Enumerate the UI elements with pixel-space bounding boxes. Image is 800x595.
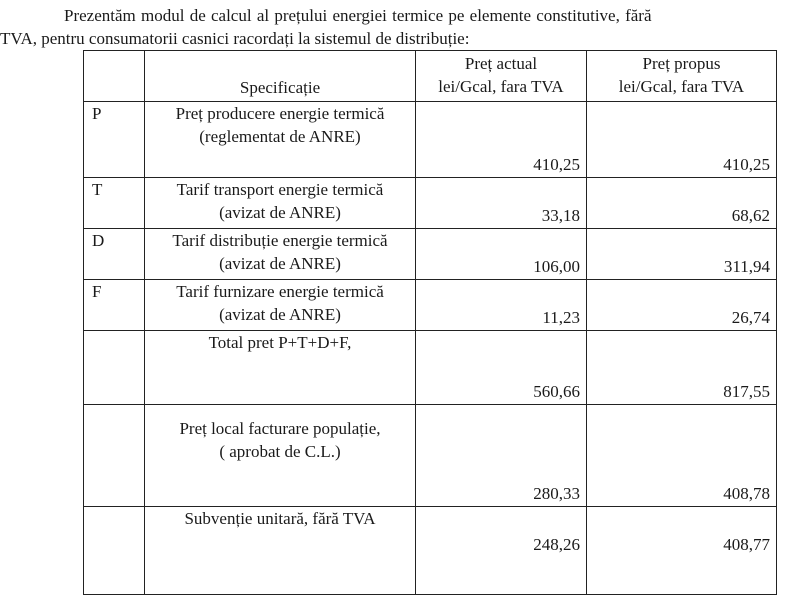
- row-code: D: [84, 229, 145, 280]
- header-specification: Specificație: [145, 51, 416, 102]
- row-code: [84, 405, 145, 507]
- header-current-line-1: Preț actual: [464, 54, 538, 73]
- row-specification: [145, 280, 416, 331]
- row-specification: [145, 178, 416, 229]
- proposed-price-value: 68,62: [587, 178, 777, 229]
- row-specification: [145, 331, 416, 405]
- row-code: F: [84, 280, 145, 331]
- spec-line-2: (reglementat de ANRE): [199, 127, 361, 146]
- header-current-line-2: lei/Gcal, fara TVA: [438, 77, 564, 96]
- table-row-local-price: [84, 405, 777, 507]
- header-proposed-price: [587, 51, 777, 102]
- current-price-value: 11,23: [416, 280, 587, 331]
- proposed-price-value: 311,94: [587, 229, 777, 280]
- intro-line-2: TVA, pentru consumatorii casnici racordați la sistemul de distribuție:: [0, 29, 470, 48]
- header-proposed-line-1: Preț propus: [642, 54, 721, 73]
- spec-line-2: (avizat de ANRE): [219, 203, 341, 222]
- row-specification: [145, 507, 416, 595]
- spec-line-1: Tarif furnizare energie termică: [176, 282, 384, 301]
- table-row: [84, 178, 777, 229]
- current-price-value: 248,26: [416, 507, 587, 595]
- current-price-value: 33,18: [416, 178, 587, 229]
- table-row: [84, 102, 777, 178]
- header-proposed-line-2: lei/Gcal, fara TVA: [618, 77, 745, 96]
- proposed-price-value: 410,25: [587, 102, 777, 178]
- spec-line-1: Preț local facturare populație,: [179, 419, 381, 438]
- row-code: T: [84, 178, 145, 229]
- header-code-cell: [84, 51, 145, 102]
- price-table: [83, 50, 777, 595]
- row-code: [84, 331, 145, 405]
- current-price-value: 410,25: [416, 102, 587, 178]
- spec-line-1: Tarif distribuție energie termică: [172, 231, 388, 250]
- spec-line-1: Tarif transport energie termică: [176, 180, 384, 199]
- row-specification: [145, 102, 416, 178]
- proposed-price-value: 817,55: [587, 331, 777, 405]
- proposed-price-value: 408,78: [587, 405, 777, 507]
- spec-line-2: ( aprobat de C.L.): [219, 442, 341, 461]
- table-row: [84, 280, 777, 331]
- proposed-price-value: 408,77: [587, 507, 777, 595]
- header-current-price: [416, 51, 587, 102]
- proposed-price-value: 26,74: [587, 280, 777, 331]
- spec-line-2: (avizat de ANRE): [219, 254, 341, 273]
- row-specification: [145, 405, 416, 507]
- table-row: [84, 229, 777, 280]
- row-code: [84, 507, 145, 595]
- table-row-total: [84, 331, 777, 405]
- current-price-value: 280,33: [416, 405, 587, 507]
- intro-paragraph: [0, 4, 800, 50]
- intro-line-1: Prezentăm modul de calcul al prețului energiei termice pe elemente constitutive, fără: [64, 6, 652, 25]
- spec-line-1: Preț producere energie termică: [175, 104, 385, 123]
- row-code: P: [84, 102, 145, 178]
- spec-line-2: (avizat de ANRE): [219, 305, 341, 324]
- current-price-value: 106,00: [416, 229, 587, 280]
- spec-line-1: Subvenție unitară, fără TVA: [184, 509, 376, 528]
- spec-line-1: Total pret P+T+D+F,: [208, 333, 352, 352]
- table-row-subsidy: [84, 507, 777, 595]
- row-specification: [145, 229, 416, 280]
- table-header-row: [84, 51, 777, 102]
- current-price-value: 560,66: [416, 331, 587, 405]
